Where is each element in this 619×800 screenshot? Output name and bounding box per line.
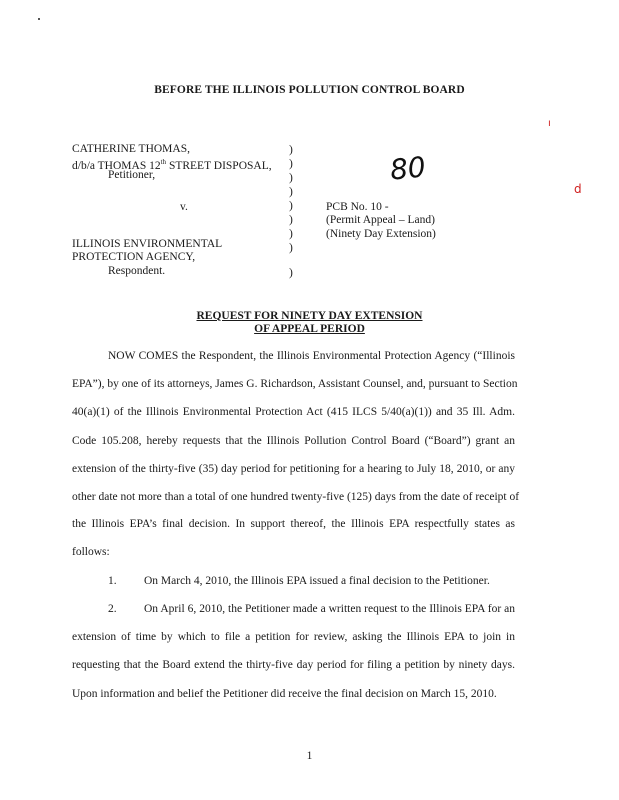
body-line: the Illinois EPA’s final decision. In support thereof, the Illinois EPA respectfully states as [72, 518, 515, 530]
body-line: other date not more than a total of one hundred twenty-five (125) days from the date of receipt of [72, 491, 520, 503]
caption-paren: ) [289, 242, 293, 254]
body-line: follows: [72, 546, 110, 558]
caption-paren: ) [289, 144, 293, 156]
request-title-line-2: OF APPEAL PERIOD [254, 323, 365, 335]
request-title-line-1: REQUEST FOR NINETY DAY EXTENSION [196, 310, 423, 322]
caption-paren: ) [289, 200, 293, 212]
body-line: 40(a)(1) of the Illinois Environmental Protection Act (415 ILCS 5/40(a)(1)) and 35 Ill. Adm. [72, 406, 515, 418]
caption-versus: v. [180, 201, 188, 213]
body-line: extension of time by which to file a petition for review, asking the Illinois EPA to join in [72, 631, 515, 643]
body-line: NOW COMES the Respondent, the Illinois Environmental Protection Agency (“Illinois [108, 350, 515, 362]
court-title: BEFORE THE ILLINOIS POLLUTION CONTROL BOARD [154, 84, 465, 96]
caption-petitioner-name: CATHERINE THOMAS, [72, 143, 190, 155]
case-subtype: (Ninety Day Extension) [326, 228, 436, 240]
caption-paren: ) [289, 172, 293, 184]
body-line: Code 105.208, hereby requests that the Illinois Pollution Control Board (“Board”) grant an [72, 435, 515, 447]
caption-paren: ) [289, 267, 293, 279]
red-mark-side: d [574, 182, 582, 196]
caption-respondent-role: Respondent. [108, 265, 166, 277]
paragraph-number: 1. [108, 575, 117, 587]
paragraph-1-text: On March 4, 2010, the Illinois EPA issued a final decision to the Petitioner. [144, 575, 490, 587]
page-number: 1 [306, 750, 313, 762]
caption-paren: ) [289, 214, 293, 226]
caption-petitioner-role: Petitioner, [108, 169, 156, 181]
body-line: EPA”), by one of its attorneys, James G. Richardson, Assistant Counsel, and, pursuant to Section [72, 378, 518, 390]
body-line: Upon information and belief the Petitioner did receive the final decision on March 15, 2010. [72, 688, 497, 700]
caption-paren: ) [289, 186, 293, 198]
body-line: On April 6, 2010, the Petitioner made a written request to the Illinois EPA for an [144, 603, 515, 615]
caption-respondent-name-2: PROTECTION AGENCY, [72, 251, 196, 263]
caption-respondent-name-1: ILLINOIS ENVIRONMENTAL [72, 238, 223, 250]
caption-paren: ) [289, 228, 293, 240]
scan-speck [38, 18, 40, 20]
caption-paren: ) [289, 158, 293, 170]
paragraph-number: 2. [108, 603, 117, 615]
red-mark-top: ı [548, 118, 551, 129]
case-type: (Permit Appeal – Land) [326, 214, 435, 226]
body-line: extension of the thirty-five (35) day period for petitioning for a hearing to July 18, 2010, or any [72, 463, 515, 475]
caption-petitioner-dba: d/b/a THOMAS 12th STREET DISPOSAL, [72, 158, 272, 172]
body-line: requesting that the Board extend the thirty-five day period for filing a petition by ninety days. [72, 659, 515, 671]
handwritten-case-number: 80 [388, 150, 428, 187]
case-number: PCB No. 10 - [326, 201, 389, 213]
